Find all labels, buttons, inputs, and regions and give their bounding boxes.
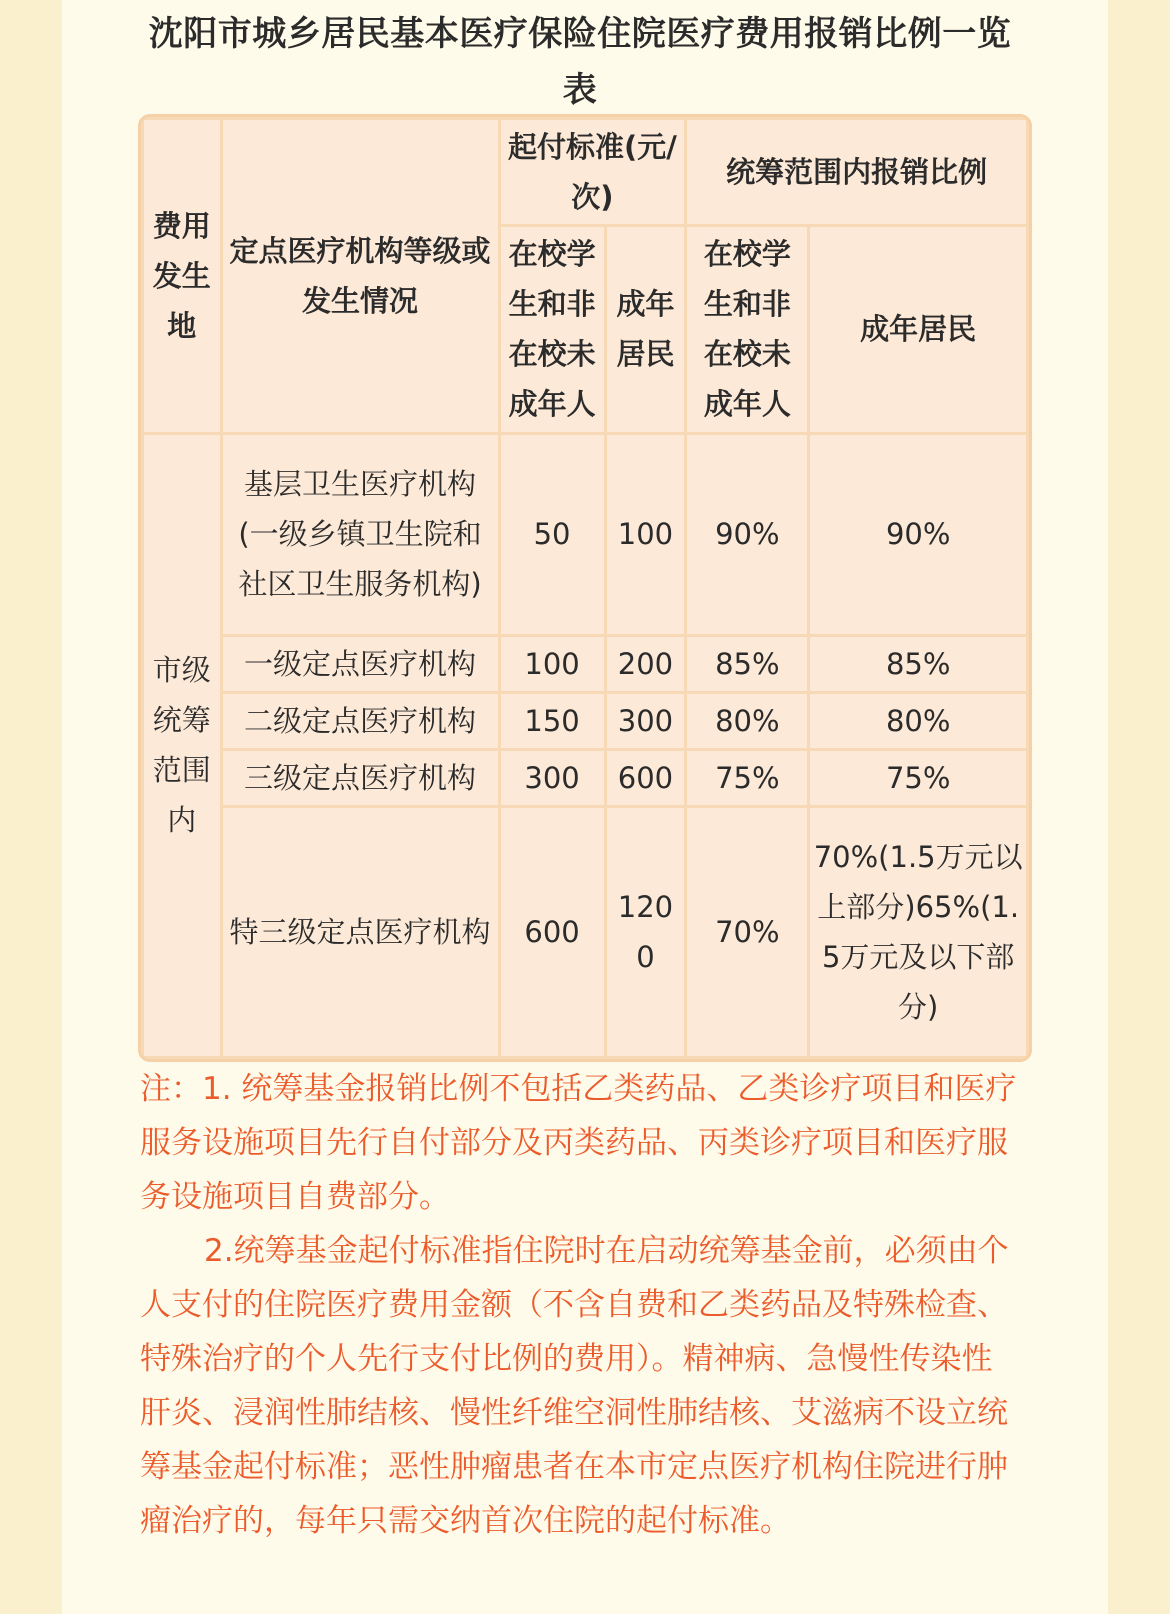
deductible-adults-cell: 100 — [605, 433, 686, 635]
deductible-students-cell: 50 — [499, 433, 605, 635]
table-row — [143, 636, 1028, 693]
level-cell: 基层卫生医疗机构(一级乡镇卫生院和社区卫生服务机构) — [221, 433, 499, 635]
table-row — [143, 693, 1028, 750]
ratio-adults-cell: 70%(1.5万元以上部分)65%(1.5万元及以下部分) — [809, 807, 1028, 1058]
ratio-adults-cell: 85% — [809, 636, 1028, 693]
page-title: 沈阳市城乡居民基本医疗保险住院医疗费用报销比例一览表 — [148, 14, 1012, 110]
ratio-adults-cell: 80% — [809, 693, 1028, 750]
header-ratio-group: 统筹范围内报销比例 — [686, 119, 1028, 226]
header-place: 费用发生地 — [143, 119, 222, 434]
level-cell: 二级定点医疗机构 — [221, 693, 499, 750]
header-deductible-students: 在校学生和非在校未成年人 — [499, 226, 605, 433]
deductible-students-cell: 600 — [499, 807, 605, 1058]
deductible-students-cell: 300 — [499, 750, 605, 807]
deductible-students-cell: 100 — [499, 636, 605, 693]
header-level: 定点医疗机构等级或发生情况 — [221, 119, 499, 434]
notes-section — [140, 1062, 1020, 1548]
header-ratio-adults: 成年居民 — [809, 226, 1028, 433]
right-margin-band — [1108, 0, 1170, 1614]
table-row — [143, 807, 1028, 1058]
ratio-students-cell: 85% — [686, 636, 809, 693]
deductible-adults-cell: 300 — [605, 693, 686, 750]
deductible-adults-cell: 200 — [605, 636, 686, 693]
reimbursement-table-container — [138, 114, 1032, 1062]
left-margin-band — [0, 0, 62, 1614]
deductible-adults-cell: 600 — [605, 750, 686, 807]
table-row — [143, 433, 1028, 635]
place-cell: 市级统筹范围内 — [143, 433, 222, 1057]
table-row — [143, 750, 1028, 807]
header-deductible-adults: 成年居民 — [605, 226, 686, 433]
note-2: 2.统筹基金起付标准指住院时在启动统筹基金前，必须由个人支付的住院医疗费用金额（不含自费和乙类药品及特殊检查、特殊治疗的个人先行支付比例的费用）。精神病、急慢性传染性肝炎、浸润性肺结核、慢性纤维空洞性肺结核、艾滋病不设立统筹基金起付标准；恶性肿瘤患者在本市定点医疗机构住院进行肿瘤治疗的，每年只需交纳首次住院的起付标准。 — [140, 1233, 1009, 1539]
level-cell: 特三级定点医疗机构 — [221, 807, 499, 1058]
ratio-students-cell: 90% — [686, 433, 809, 635]
ratio-adults-cell: 75% — [809, 750, 1028, 807]
note-1: 注：1. 统筹基金报销比例不包括乙类药品、乙类诊疗项目和医疗服务设施项目先行自付部分及丙类药品、丙类诊疗项目和医疗服务设施项目自费部分。 — [140, 1071, 1017, 1215]
ratio-adults-cell: 90% — [809, 433, 1028, 635]
level-cell: 三级定点医疗机构 — [221, 750, 499, 807]
ratio-students-cell: 70% — [686, 807, 809, 1058]
reimbursement-table — [141, 117, 1029, 1059]
ratio-students-cell: 75% — [686, 750, 809, 807]
level-cell: 一级定点医疗机构 — [221, 636, 499, 693]
table-header-row — [143, 119, 1028, 226]
deductible-adults-cell: 1200 — [605, 807, 686, 1058]
header-deductible-group: 起付标准(元/次) — [499, 119, 686, 226]
ratio-students-cell: 80% — [686, 693, 809, 750]
deductible-students-cell: 150 — [499, 693, 605, 750]
header-ratio-students: 在校学生和非在校未成年人 — [686, 226, 809, 433]
